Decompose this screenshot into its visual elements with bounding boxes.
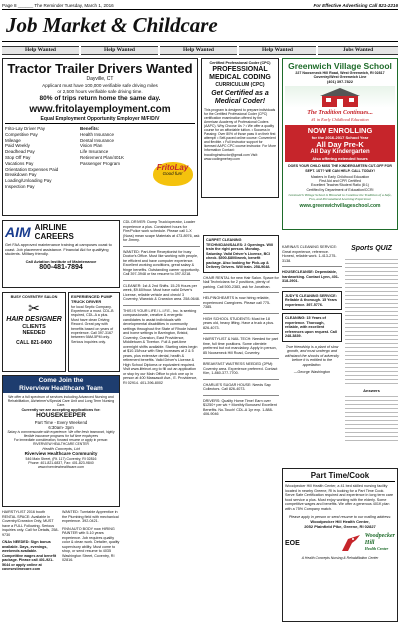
school-tagline2: #1 in Early Childhood Education [311,117,369,123]
classified-column-4 [203,235,279,624]
riverview-url[interactable]: www.riverviewhealthcare.com [37,465,85,470]
woodpecker-name: Woodpecker Hill Health Center, [310,519,370,525]
list-item: Health Insurance [80,131,115,137]
logo-text: FritoLay [156,162,189,172]
clients-heading: CLIENTS [22,323,46,330]
list-item: Paid Weekly [5,143,30,149]
classified-column-3 [123,220,200,620]
jobs-wanted-header: Jobs Wanted [318,46,398,55]
woodpecker-icon [340,533,362,553]
quiz-answers-block [345,393,398,443]
life-inc-ad: THIS IS YOUR LIFE.! L.I.F.E., Inc. is seeking compassionate, creative & energetic candidates to assist individuals with developmental disabilities in community settings throughout the State of Rhode Island and home settings in Barrington, Bristol, Coventry, Cranston, East Providence, Middletown & Tiverton. Full & part-time overnight shifts available. Starting rates begin at $10.15/hour with Step Increases at 2 & 5 years, plus extensive dental, health & retirement benefits. Valid Driver's License & High School Diploma or equivalent required. Visit www.lifeincri.org to fill out an application or stop by our Main Office to pick one up in person at 400 Massasoit Ave., E. Providence, RI 02914. 401-396-8002 [123,308,198,385]
logo-line2: Hill [364,539,375,546]
tractor-trailer-ad [2,58,198,216]
cna-ad: CNAs NEEDED: Sign bonus available. Days, evenings, weekends available. Competitive wages and benefit package. Please call 401-921-5644 or apply online at cavesestimecare.com [2,540,57,572]
cutoff-notice: DOES YOUR CHILD MISS THE KINDERGARTEN CUT-OFF FOR SEPT. 1ST? WE CAN HELP. CALL TODAY! [288,164,392,173]
school-tagline: The Tradition Continues... [307,110,373,117]
salon-name: BUSY COVENTRY SALON [10,295,58,299]
list-item: Vacations Pay [5,160,34,166]
riverview-rep: RIVERVIEW HEALTHCARE CENTER [33,442,89,447]
logo-tagline: Good fun! [162,170,183,176]
riverview-shift: Part Time - Every Weekend [34,420,88,426]
cpc-heading5: Medical Coder! [214,97,266,105]
list-item: Passenger Program [80,160,121,166]
medical-coding-ad [201,58,279,198]
cleaning-service-ad: CLEANING: 15 Years of experience. Thorough, reliable, with excellent references upon request. Call 248-3839. [282,313,342,342]
list-item: Mileage [5,137,21,143]
list-item: Frito-Lay Driver Pay [5,126,46,131]
advertising-phone: For Effective Advertising Call 821-2216 [313,2,398,8]
benefits-heading: Benefits: [80,126,100,131]
salon-phone[interactable]: CALL 821-0400 [16,339,52,346]
school-url[interactable]: www.greenwichvillageschool.com [299,202,381,209]
hair-designer-ad [2,292,66,372]
cpc-heading4: Get Certified as a [211,89,269,97]
tractor-headline: Tractor Trailer Drivers Wanted [7,61,193,76]
eoe-label: EOE [285,539,300,547]
tractor-eeo: Equal Employment Opportunity Employer M/F/D/V [5,116,195,124]
list-item: Inspection Pay [5,183,35,189]
school-feature: Masters in Early Childhood Education [310,174,370,179]
quote-text: True friendship is a plant of slow growth, and must undergo and withstand the shocks of adversity before it is entitled to the appellation. [284,344,340,367]
pump-truck-driver-ad [68,292,120,372]
part-time-cook-body: Woodpecker Hill Health Center, a 41 bed skilled nursing facility located in nearby Greene, RI is looking for a Part Time Cook. Serve Safe Certification required and experience in long term care food service a plus. Must enjoy working with the elderly. Some competitive wages and benefits. We offer a generous 401K plan with a 75% Company match. [285,484,394,511]
greenwich-village-school-ad [282,58,398,230]
list-item: Breakdown Pay [5,172,37,178]
riverview-heading1: Come Join the [38,377,84,384]
tractor-url[interactable]: www.fritolayemployment.com [29,104,171,115]
answers-heading: Answers [363,388,380,393]
hair-designer-heading: HAIR DESIGNER [6,315,62,323]
list-item: Orientation Expenses Paid [5,166,59,172]
hairstylist-nail-ad: HAIRSTYLIST & NAIL TECH: Needed for part time, full time positions. Some clientele preferred but not mandatory. Apply in person, 85 Nooseneck Hill Road, Coventry. [203,337,278,355]
riverview-banner [3,376,119,393]
riverview-healthcare-ad [2,375,120,507]
list-item: Stop Off Pay [5,154,31,160]
school-address: 227 Nooseneck Hill Road, West Greenwich, RI 02817 [295,71,385,75]
apprentice-ad: WANTED: Turntable Apprentice in the Plumbing field with mechanical experience. 392-0421. [62,510,119,524]
riverview-accepting: Currently we are accepting applications for: [21,407,101,412]
quote-author: —George Washington [293,370,331,375]
school-feature: Certified by Department of Education/CCRI [306,187,374,192]
aim-logo: AIM [5,224,31,240]
chair-rental-ad: CHAIR RENTAL for new Hair Salon. Space for Nail Technicians for 2 positions, plenty of parking. Call 500-2383, ask for Jonathan. [203,275,279,289]
school-phone[interactable]: (401) 397-7822 [327,79,353,84]
school-feature: Excellent Teacher/Student Ratio (8:1) [311,183,369,188]
breakfast-waitress-ad: BREAKFAST WAITRESS NEEDED (2PM): Coventry area. Experience preferred. Contact Kim, 1-860-377-7700. [203,362,278,376]
sports-quiz-title: Sports QUIZ [351,245,392,252]
needed-heading: NEEDED [22,330,46,336]
enrolling-heading: NOW ENROLLING [307,125,373,135]
health-concepts-logo: Health Concepts, Ltd [42,446,80,452]
section-title: Job Market & Childcare [2,9,398,42]
riverview-intro: We offer a full spectrum of services including Advanced Nursing and Rehabilitation, Alzheimer's/Special Care Unit and Long Term Nursing Care. [7,395,115,408]
riverview-phone[interactable]: Phone: 401-821-6837, Fax: 401-823-9840 [28,460,94,465]
drivers-ad: DRIVERS: Quality Home Time! Earn over $1250+ per wk + Monthly Bonuses! Excellent Benefits. No-Touch! CDL-A 1yr exp. 1-888-406-9046 [203,398,277,417]
cpc-heading3: CURRICULUM (CPC) [215,81,265,88]
karina-cleaning-ad: KARINA'S CLEANING SERVICE: Great experience, reference. Honest, reliable work. 1-413-275-3138. [282,245,337,263]
airline-careers-ad [2,220,120,288]
woodpecker-logo [340,533,395,553]
cpc-pretitle: Certified Professional Coder (CPC) [209,61,271,65]
classified-column-2 [62,510,120,566]
riverview-hours: 6:30am- 3pm [48,425,74,431]
cpc-heading2: MEDICAL CODING [209,73,271,81]
kindergarten-heading: All Day Kindergarten [310,148,370,155]
airline-heading: AIRLINE [34,223,67,232]
judy-cleaning-ad: JUDY'S CLEANING SERVICE: Reliable & thorough. 15 Years experience. 397-5776. [282,291,342,311]
prek-heading: All Day Pre-K [316,139,364,149]
quiz-questions-block [345,256,398,386]
list-item: Deadhead Pay [5,149,35,155]
cdl-driver-ad: CDL DRIVER: Dump Truck/operator, Loader experience a plus. Consistent hours for Fire/Police work schedule. Please call 1-X (Nuss) mean scape Materials at 473-8976, ask for Jimmy. [123,220,200,243]
airline-call: Call Aviation Institute of Maintenance [25,259,97,265]
high-school-students-ad: HIGH SCHOOL STUDENTS: Must be 18 years old, heavy lifting. Have a truck a plus. 826-4073. [203,316,275,330]
finn-auto-body-ad: FINN AUTO BODY now HIRING PAINTER with 5-10 years experience. Job requires quality color & clean work. Detailer, quality supervisory ability. Must come to shop, or send resume to 4035 Washington Street, Coventry, RI 02816. [62,526,120,563]
school-year: for the 2016-2017 School Year [311,134,369,140]
tractor-line2: or 2,500 hours verifiable safe driving time. [57,89,143,94]
list-item: Life Insurance [80,149,109,155]
page-number: Page 8 ______ The Reminder Tuesday, March 1, 2016 [2,2,114,8]
pump-truck-heading: EXPERIENCED PUMP TRUCK DRIVER [71,294,113,304]
list-item: Retirement Plan/401K [80,154,125,160]
sports-quiz [345,245,398,465]
woodpecker-address: 2052 Plainfield Pike, Greene, RI 02827 [304,524,376,530]
sugar-house-ad: CHARLIE'S SUGAR HOUSE: Needs Sap Collectors. Call 826-4073. [203,382,271,392]
tractor-line1: Applicant must have 100,000 verifiable safe driving miles [42,83,158,88]
school-area: Coventry/West Greenwich Line [313,75,367,80]
pump-truck-body: for local Septic Company. Experience a must. CDL-B required, CDL-A a plus. Must have clean Driving Record. Great pay with benefits based on years of experience. Call 397-3167 between 9AM-5PM only. Serious inquiries only. [71,304,114,344]
school-building-illustration [285,86,395,108]
help-wanted-header-3: Help Wanted [160,46,237,55]
helping-hearts-ad: HELPINGHEARTS is now hiring reliable, experienced Caregivers. Please call 775-7385. [203,296,271,310]
cleaner-ad: CLEANER: 1st & 2nd Shifts. 15-25 Hours per week, $9.60/hour. Must have valid Driver's License, reliable vehicle and check! 3 Coventry, Warwick & Cranston area. 258-0648. [123,283,200,302]
housecleanse-ad: HOUSECLEANSE: Dependable, hardworking. Contact Lynn, 401-318-2901. [282,270,340,284]
list-item: Competitive Pay [5,131,38,137]
fritolay-logo [153,162,193,186]
help-wanted-header-2: Help Wanted [81,46,158,55]
woodpecker-footer: A Health Concepts Nursing & Rehabilitation Center [301,556,379,561]
tractor-benefits-list [80,126,150,190]
airline-phone[interactable]: 800-481-7894 [39,264,83,272]
scissors-icon: ✂ [28,299,40,316]
extended-hours: Also offering extended hours [312,156,368,162]
tractor-city: Dayville, CT [86,76,114,82]
schoolhouse-icon [310,87,370,107]
woodpecker-part-time-cook-ad [282,468,398,622]
help-wanted-header-1: Help Wanted [2,46,79,55]
riverview-salary: Salary is commensurate with experience. We offer fresh teamwork, highly flexible insurance programs for full time employees [7,430,115,439]
page-header-strip [2,1,398,9]
airline-body: Get FAA approved maintenance training at campuses coast to coast. Job placement assistance. Financial Aid for qualifying students. Military friendly. [5,242,112,257]
cpc-heading1: PROFESSIONAL [212,65,268,73]
tractor-pay-list [5,126,80,190]
tractor-line3: 80% of trips return home the same day. [39,95,161,102]
riverview-job: HOUSEKEEPER [36,412,86,420]
riverview-apply: For immediate consideration, forward resume or apply in person: [13,438,109,443]
riverview-name: Riverview Healthcare Community [24,451,98,457]
logo-line1: Woodpecker [364,533,395,540]
cpc-body: This program is designed to prepare individuals for the Certified Professional Coder (CPC) certification examination offered by the American Academy of Professional Coders (AAPC). Why Choose Us ? • We offer a quality course for an affordable tuition. • Success in Passing: Over 80% of those pass it on their first attempt! • Self-paced online course: Convenient and flexible. • Full instructor support for licensed AAPC CPC course instructor. For More Information Contact: tncodinginstructor@gmail.com Visit: www.codingmehep.com [204,107,276,161]
carpet-cleaning-ad: CARPET CLEANING TECHNICIAN/SALES: 2 Openings. Will train the right person. Monday-Saturday. Valid Driver's License, BCI check. $500-$800/week, benefit package. Also looking for Pick-up & Delivery Drivers. Will train. 258-9648. [203,235,279,273]
school-feature: First Aid and CPR Certified [319,179,361,184]
jobs-wanted-column [282,245,342,465]
school-name: Greenwich Village School [288,61,392,71]
help-wanted-header-4: Help Wanted [239,46,316,55]
classified-column-1 [2,510,59,575]
list-item: Loading/Unloading Pay [5,178,52,184]
logo-line3: Health Center [364,546,389,552]
list-item: Dental Insurance [80,137,115,143]
receptionist-ad: WANTED: Part-time Receptionist for busy Doctor's Office. Must like working with people, be efficient and have computer experience. Excellent working conditions, great salary & fringe benefits. Outstanding career opportunity. Call 397-3948 or fax resume to 397-0218. [123,249,200,277]
careers-heading: CAREERS [34,232,74,241]
riverview-address: 546 Main Street, (Rt. 117) Coventry, RI 02816 [25,456,97,461]
school-mission: Greenwich Village School is Honored to Continue the Tradition of a Safe, Fun, and Personalized Learning Experience [288,193,392,202]
part-time-cook-heading: Part Time/Cook [285,471,395,482]
list-item: Vision Plan [80,143,103,149]
riverview-heading2: Riverview Healthcare Team [19,384,103,392]
hairstylist-rental-ad: HAIRSTYLIST 2016 booth RENTAL SPACE: Available in Coventry/Cranston Only, MUST have a FULL Following. Serious inquiries only. Call for Details, 258-9730 [2,510,59,537]
apply-instructions: Please apply in person or send resume to our mailing address: [288,514,392,519]
